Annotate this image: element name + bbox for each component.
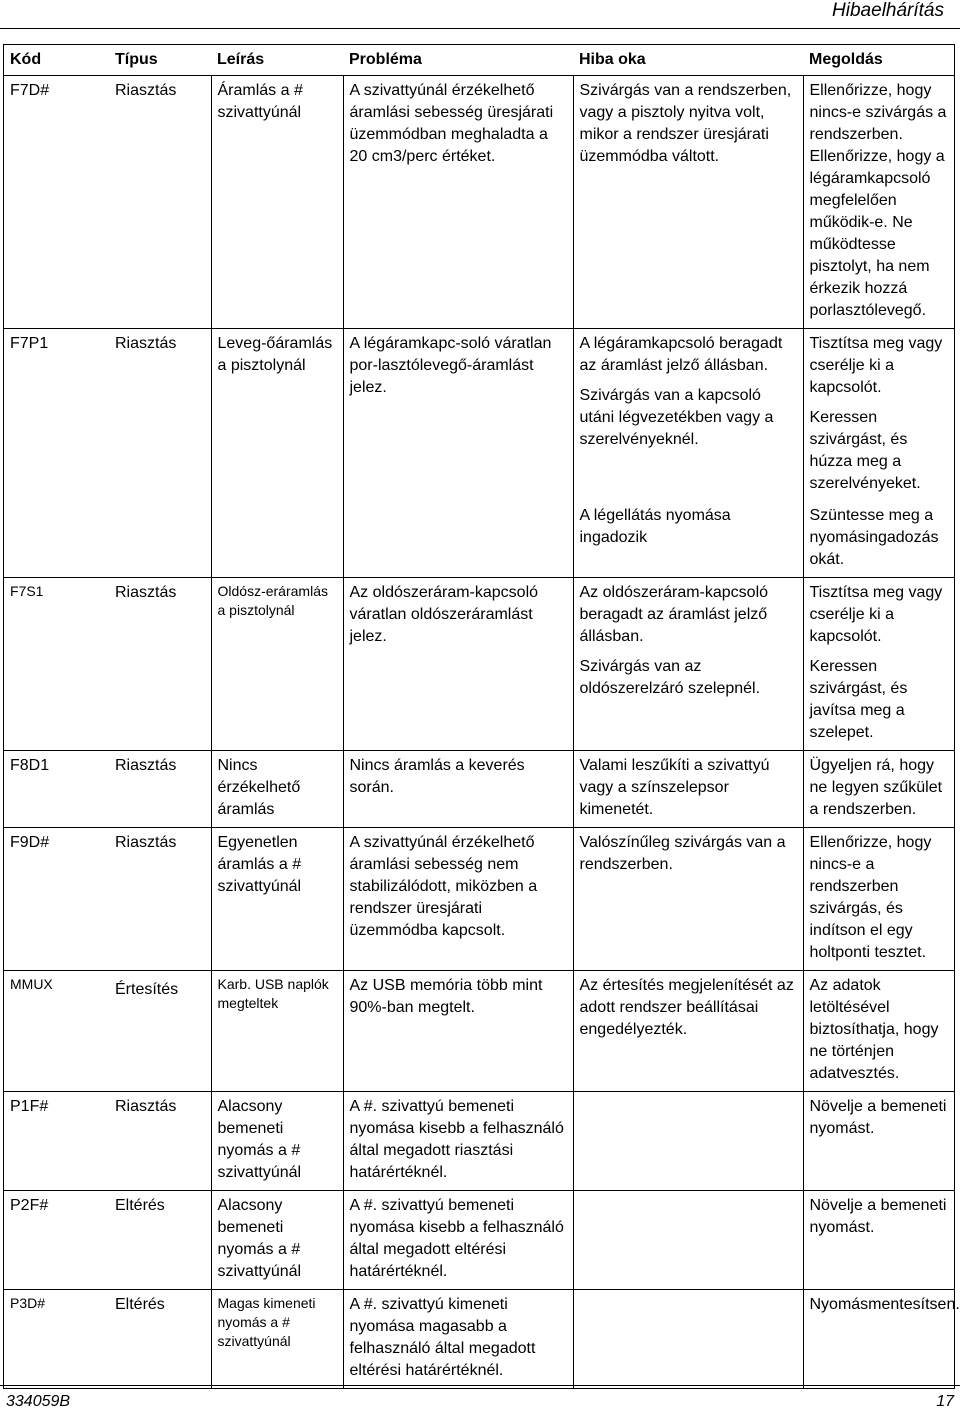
cause-cell — [573, 751, 803, 828]
cause-cell — [573, 76, 803, 329]
table-row — [4, 1290, 955, 1389]
problem-cell: A szivattyúnál érzékelhető áramlási sebesség üresjárati üzemmódban meghaladta a 20 cm3/perc értéket. — [343, 76, 573, 329]
cause-cell — [573, 1092, 803, 1191]
description-cell: Karb. USB naplók megteltek — [211, 971, 343, 1092]
type-cell: Eltérés — [109, 1191, 211, 1290]
cause-cell — [573, 501, 803, 578]
table-row — [4, 578, 955, 751]
description-cell: Egyenetlen áramlás a # szivattyúnál — [211, 828, 343, 971]
table-row — [4, 76, 955, 329]
solution-text: Tisztítsa meg vagy cserélje ki a kapcsolót. — [809, 335, 943, 396]
type-cell: Riasztás — [109, 578, 211, 751]
solution-cell — [803, 76, 955, 329]
column-header-code: Kód — [4, 45, 110, 76]
cause-text: Az oldószeráram-kapcsoló beragadt az áramlást jelző állásban. — [579, 584, 769, 645]
code-cell: F7S1 — [4, 578, 110, 751]
cause-cell — [573, 1290, 803, 1389]
solution-cell — [803, 828, 955, 971]
table-row — [4, 329, 955, 502]
type-cell: Riasztás — [109, 76, 211, 329]
description-cell: Oldósz-eráramlás a pisztolynál — [211, 578, 343, 751]
column-header-type: Típus — [109, 45, 211, 76]
solution-text: Nyomásmentesítsen. — [809, 1296, 960, 1313]
solution-text: Ellenőrizze, hogy nincs-e a rendszerben szivárgás, és indítson el egy holtponti tesztet. — [809, 834, 932, 961]
solution-cell — [803, 971, 955, 1092]
code-cell: P3D# — [4, 1290, 110, 1389]
cause-text: Szivárgás van az oldószerelzáró szelepnél. — [579, 658, 761, 697]
solution-text: Szüntesse meg a nyomásingadozás okát. — [809, 507, 939, 568]
code-cell: MMUX — [4, 971, 110, 1092]
description-cell: Alacsony bemeneti nyomás a # szivattyúnál — [211, 1191, 343, 1290]
solution-text: Az adatok letöltésével biztosíthatja, hogy ne történjen adatvesztés. — [809, 977, 939, 1082]
problem-cell: A #. szivattyú bemeneti nyomása kisebb a felhasználó által megadott eltérési határértéknél. — [343, 1191, 573, 1290]
solution-cell — [803, 751, 955, 828]
description-cell: Magas kimeneti nyomás a # szivattyúnál — [211, 1290, 343, 1389]
cause-text: Valószínűleg szivárgás van a rendszerben. — [579, 834, 786, 873]
code-cell: F8D1 — [4, 751, 110, 828]
column-header-description: Leírás — [211, 45, 343, 76]
cause-cell — [573, 828, 803, 971]
code-cell: P2F# — [4, 1191, 110, 1290]
table-header-row — [4, 45, 955, 76]
type-cell: Riasztás — [109, 751, 211, 828]
table-row — [4, 971, 955, 1092]
cause-text: Az értesítés megjelenítését az adott rendszer beállításai engedélyezték. — [579, 977, 794, 1038]
type-cell: Riasztás — [109, 1092, 211, 1191]
cause-text: Szivárgás van a rendszerben, vagy a pisztoly nyitva volt, mikor a rendszer üresjárati üzemmódba váltott. — [579, 82, 792, 165]
solution-text: Keressen szivárgást, és húzza meg a szerelvényeket. — [809, 409, 921, 492]
problem-cell: Az USB memória több mint 90%-ban megtelt. — [343, 971, 573, 1092]
problem-cell: A #. szivattyú bemeneti nyomása kisebb a felhasználó által megadott riasztási határértéknél. — [343, 1092, 573, 1191]
problem-cell: Nincs áramlás a keverés során. — [343, 751, 573, 828]
document-number: 334059B — [6, 1393, 71, 1410]
troubleshooting-table — [3, 44, 960, 1389]
description-cell: Nincs érzékelhető áramlás — [211, 751, 343, 828]
code-cell: F9D# — [4, 828, 110, 971]
solution-text: Tisztítsa meg vagy cserélje ki a kapcsolót. — [809, 584, 943, 645]
column-header-problem: Probléma — [343, 45, 573, 76]
code-cell: F7P1 — [4, 329, 110, 578]
solution-text: Ügyeljen rá, hogy ne legyen szűkület a rendszerben. — [809, 757, 943, 818]
solution-text: Növelje a bemeneti nyomást. — [809, 1197, 947, 1236]
code-cell: F7D# — [4, 76, 110, 329]
solution-cell — [803, 501, 955, 578]
table-row — [4, 1191, 955, 1290]
column-header-solution: Megoldás — [803, 45, 955, 76]
solution-text: Növelje a bemeneti nyomást. — [809, 1098, 947, 1137]
table-row — [4, 828, 955, 971]
solution-cell — [803, 1191, 955, 1290]
solution-cell — [803, 1290, 960, 1389]
cause-cell — [573, 578, 803, 751]
code-cell: P1F# — [4, 1092, 110, 1191]
solution-text: Ellenőrizze, hogy nincs-e szivárgás a rendszerben. Ellenőrizze, hogy a légáramkapcsoló megfelelően működik-e. Ne működtesse pisztolyt, ha nem érkezik hozzá porlasztólevegő. — [809, 82, 947, 319]
description-cell: Leveg-őáramlás a pisztolynál — [211, 329, 343, 578]
type-cell: Riasztás — [109, 828, 211, 971]
problem-cell: A légáramkapc-soló váratlan por-lasztólevegő-áramlást jelez. — [343, 329, 573, 578]
page-number: 17 — [936, 1393, 954, 1410]
table-row — [4, 1092, 955, 1191]
footer-divider — [0, 1385, 960, 1386]
type-cell: Eltérés — [109, 1290, 211, 1389]
description-cell: Alacsony bemeneti nyomás a # szivattyúnál — [211, 1092, 343, 1191]
cause-cell — [573, 1191, 803, 1290]
problem-cell: Az oldószeráram-kapcsoló váratlan oldószeráramlást jelez. — [343, 578, 573, 751]
cause-text: Valami leszűkíti a szivattyú vagy a színszelepsor kimenetét. — [579, 757, 770, 818]
column-header-cause: Hiba oka — [573, 45, 803, 76]
cause-text: Szivárgás van a kapcsoló utáni légvezetékben vagy a szerelvényeknél. — [579, 387, 774, 448]
type-cell: Riasztás — [109, 329, 211, 578]
table-row — [4, 751, 955, 828]
cause-cell — [573, 329, 803, 502]
type-cell: Értesítés — [109, 971, 211, 1092]
page-header-title: Hibaelhárítás — [832, 0, 944, 21]
solution-cell — [803, 329, 955, 502]
solution-cell — [803, 1092, 955, 1191]
description-cell: Áramlás a # szivattyúnál — [211, 76, 343, 329]
problem-cell: A szivattyúnál érzékelhető áramlási sebesség nem stabilizálódott, miközben a rendszer üresjárati üzemmódba kapcsolt. — [343, 828, 573, 971]
cause-text: A légáramkapcsoló beragadt az áramlást jelző állásban. — [579, 335, 783, 374]
problem-cell: A #. szivattyú kimeneti nyomása magasabb a felhasználó által megadott eltérési határértéknél. — [343, 1290, 573, 1389]
header-divider — [0, 28, 960, 29]
cause-cell — [573, 971, 803, 1092]
cause-text: A légellátás nyomása ingadozik — [579, 507, 731, 546]
solution-cell — [803, 578, 955, 751]
solution-text: Keressen szivárgást, és javítsa meg a szelepet. — [809, 658, 908, 741]
